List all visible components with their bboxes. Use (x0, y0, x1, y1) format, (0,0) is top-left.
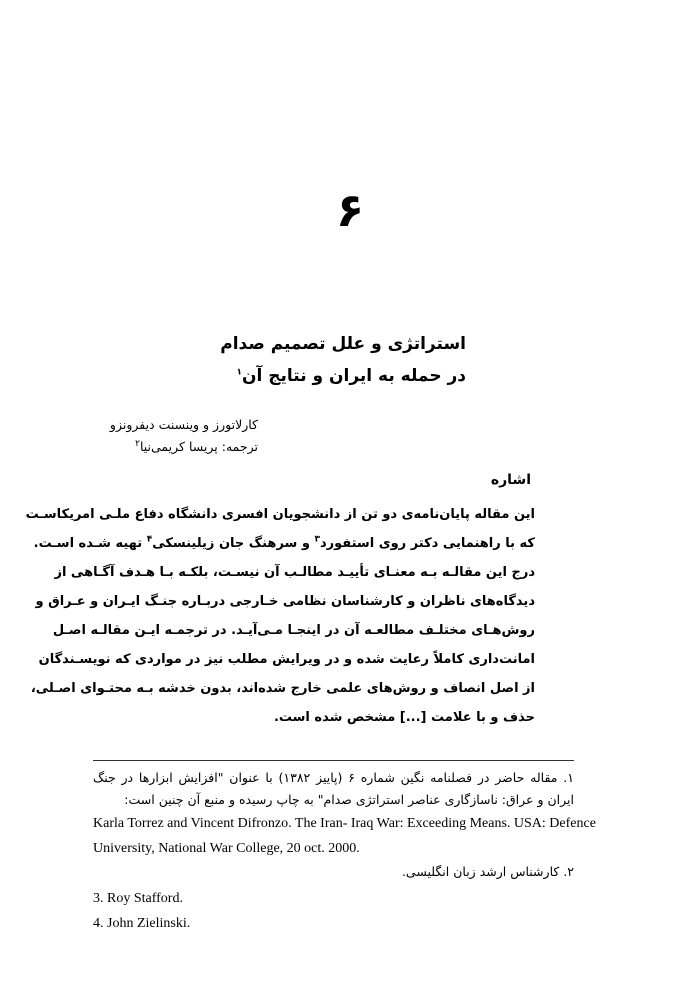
footnote-ref-3: ۳ (314, 534, 320, 545)
preface-line: از اصل انصاف و روش‌های علمی خارج شده‌اند، بدون خدشه بـه محتـوای اصـلی، (30, 681, 535, 696)
chapter-number: ۶ (335, 183, 365, 237)
authors: کارلاتورز و وینسنت دیفرونزو (109, 417, 258, 432)
preface-line: درج این مقالـه بـه معنـای تأییـد مطالـب آن نیسـت، بلکـه بـا هـدف آگـاهی از (54, 565, 535, 580)
article-title (150, 328, 466, 392)
preface-line: این مقاله پایان‌نامه‌ی دو تن از دانشجویان افسری دانشگاه دفاع ملـی امریکاسـت (25, 507, 535, 522)
preface-line: دیدگاه‌های ناظران و کارشناسان نظامی خـارجی دربـاره جنـگ ایـران و عـراق و (35, 594, 535, 609)
title-line-1: استراتژی و علل تصمیم صدام (220, 334, 466, 354)
footnote-1-fa-line-2: ایران و عراق: ناسازگاری عناصر استراتژی صدام" به چاپ رسیده و منبع آن چنین است: (124, 792, 574, 807)
footnote-ref-2: ۲ (135, 438, 140, 449)
footnote-4: 4. John Zielinski. (93, 916, 191, 931)
footnotes (93, 767, 596, 936)
footnote-1-fa-line-1: ۱. مقاله حاضر در فصلنامه نگین شماره ۶ (پاییز ۱۳۸۲) با عنوان "افزایش ابزارها در جنگ (93, 770, 574, 785)
footnote-3: 3. Roy Stafford. (93, 891, 183, 906)
preface-line-part: که با راهنمایی دکتر روی استفورد (319, 536, 535, 551)
preface-line: امانت‌داری کاملاً رعایت شده و در ویرایش مطلب نیز در مواردی که نویسـندگان (38, 652, 535, 667)
footnote-1-en-line-1: Karla Torrez and Vincent Difronzo. The Iran- Iraq War: Exceeding Means. USA: Defence (93, 816, 596, 831)
preface-line (33, 529, 535, 558)
byline (80, 414, 258, 458)
title-line-2 (150, 360, 466, 392)
footnote-2: ۲. کارشناس ارشد زبان انگلیسی. (401, 864, 574, 879)
translator (80, 436, 258, 458)
translator-text: ترجمه: پریسا کریمی‌نیا (139, 439, 258, 454)
title-line-2-text: در حمله به ایران و نتایج آن (242, 366, 466, 386)
footnote-divider (93, 760, 574, 761)
preface-line-part: و سرهنگ جان زیلینسکی (152, 536, 310, 551)
footnote-ref-1: ۱ (236, 367, 243, 378)
preface-line: حذف و با علامت [...] مشخص شده است. (273, 710, 535, 725)
preface-body (25, 500, 535, 732)
footnote-ref-4: ۴ (146, 534, 153, 545)
preface-heading: اشاره (490, 472, 531, 488)
preface-line: روش‌هـای مختلـف مطالعـه آن در اینجـا مـی‌آیـد. در ترجمـه ایـن مقالـه اصـل (52, 623, 535, 638)
footnote-1-en-line-2: University, National War College, 20 oct. 2000. (93, 841, 360, 856)
preface-line-part: تهیه شـده اسـت. (33, 536, 143, 551)
